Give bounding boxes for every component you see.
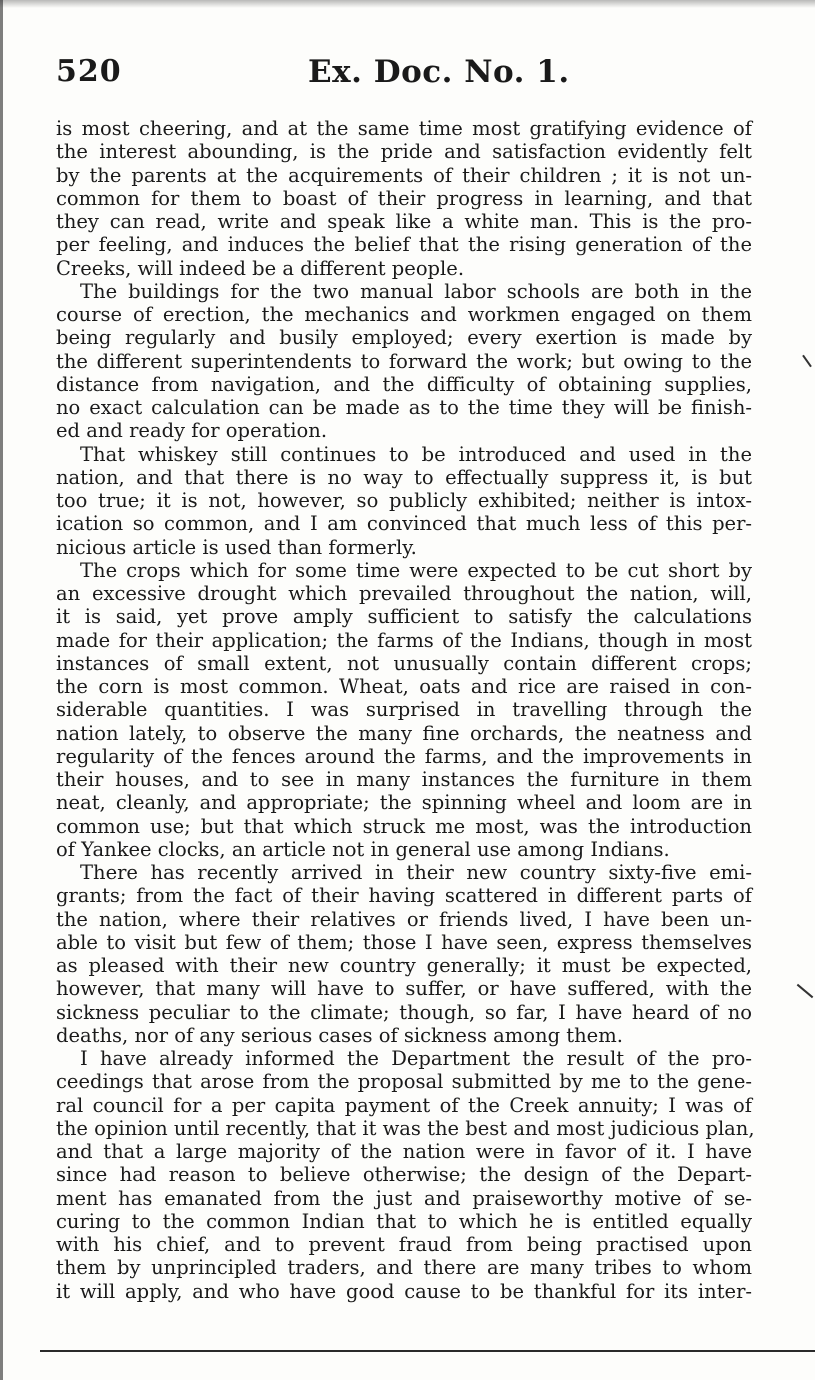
text-line: nation lately, to observe the many fine orchards, the neatness and	[56, 721, 752, 745]
text-line: The crops which for some time were expected to be cut short by	[80, 558, 752, 582]
text-line: ceedings that arose from the proposal submitted by me to the gene-	[56, 1070, 752, 1094]
text-line: common use; but that which struck me most, was the introduction	[56, 814, 752, 838]
text-line: made for their application; the farms of the Indians, though in most	[56, 628, 752, 652]
page-left-edge	[0, 0, 3, 1380]
page-number: 520	[56, 54, 122, 89]
text-line: That whiskey still continues to be introduced and used in the	[80, 442, 752, 466]
text-line: distance from navigation, and the difficulty of obtaining supplies,	[56, 372, 752, 396]
text-line: course of erection, the mechanics and workmen engaged on them	[56, 303, 752, 326]
text-line: I have already informed the Department the result of the pro-	[80, 1047, 752, 1070]
body-text	[56, 117, 755, 1303]
page-top-edge	[0, 0, 815, 8]
text-line: the different superintendents to forward the work; but owing to the	[56, 349, 752, 373]
margin-mark	[802, 355, 812, 368]
text-line: deaths, nor of any serious cases of sickness among them.	[56, 1023, 623, 1047]
text-line: it will apply, and who have good cause to be thankful for its inter-	[56, 1279, 752, 1303]
page-bottom-edge	[40, 1350, 815, 1352]
text-line: neat, cleanly, and appropriate; the spinning wheel and loom are in	[56, 791, 752, 815]
text-line: the corn is most common. Wheat, oats and rice are raised in con-	[56, 675, 752, 698]
text-line: too true; it is not, however, so publicly exhibited; neither is intox-	[56, 489, 752, 512]
text-line: being regularly and busily employed; every exertion is made by	[56, 326, 752, 350]
text-line: ral council for a per capita payment of the Creek annuity; I was of	[56, 1093, 752, 1117]
text-line: by the parents at the acquirements of their children ; it is not un-	[56, 163, 752, 187]
text-line: siderable quantities. I was surprised in travelling through the	[56, 698, 752, 722]
text-line: it is said, yet prove amply sufficient to satisfy the calculations	[56, 605, 752, 629]
text-line: instances of small extent, not unusually contain different crops;	[56, 651, 752, 675]
text-line: common for them to boast of their progress in learning, and that	[56, 186, 752, 210]
margin-mark	[797, 984, 814, 998]
text-line: their houses, and to see in many instances the furniture in them	[56, 768, 752, 791]
text-line: of Yankee clocks, an article not in general use among Indians.	[56, 837, 670, 861]
text-line: and that a large majority of the nation were in favor of it. I have	[56, 1140, 752, 1163]
text-line: with his chief, and to prevent fraud from being practised upon	[56, 1233, 752, 1256]
text-line: nicious article is used than formerly.	[56, 535, 417, 559]
text-line: the opinion until recently, that it was the best and most judicious plan,	[56, 1116, 755, 1140]
text-line: per feeling, and induces the belief that the rising generation of the	[56, 233, 752, 257]
text-line: The buildings for the two manual labor schools are both in the	[80, 279, 752, 303]
text-line: they can read, write and speak like a white man. This is the pro-	[56, 210, 752, 233]
text-line: as pleased with their new country generally; it must be expected,	[56, 954, 752, 977]
text-line: an excessive drought which prevailed throughout the nation, will,	[56, 582, 752, 605]
text-line: able to visit but few of them; those I have seen, express themselves	[56, 930, 752, 954]
text-line: regularity of the fences around the farms, and the improvements in	[56, 744, 752, 768]
text-line: Creeks, will indeed be a different people.	[56, 256, 465, 280]
page-header	[56, 52, 756, 98]
document-title: Ex. Doc. No. 1.	[308, 54, 570, 90]
text-line: sickness peculiar to the climate; though, so far, I have heard of no	[56, 1000, 752, 1024]
text-line: however, that many will have to suffer, or have suffered, with the	[56, 977, 752, 1001]
text-line: them by unprincipled traders, and there are many tribes to whom	[56, 1256, 752, 1280]
text-line: the nation, where their relatives or friends lived, I have been un-	[56, 907, 752, 931]
text-line: no exact calculation can be made as to the time they will be finish-	[56, 396, 752, 419]
text-line: There has recently arrived in their new country sixty-five emi-	[80, 861, 752, 884]
text-line: the interest abounding, is the pride and satisfaction evidently felt	[56, 140, 752, 164]
text-line: since had reason to believe otherwise; the design of the Depart-	[56, 1163, 752, 1187]
text-line: ment has emanated from the just and praiseworthy motive of se-	[56, 1186, 752, 1210]
text-line: nation, and that there is no way to effectually suppress it, is but	[56, 465, 752, 489]
text-line: ication so common, and I am convinced that much less of this per-	[56, 512, 752, 536]
text-line: ed and ready for operation.	[56, 419, 328, 443]
text-line: is most cheering, and at the same time most gratifying evidence of	[56, 117, 752, 140]
text-line: curing to the common Indian that to which he is entitled equally	[56, 1209, 752, 1233]
text-line: grants; from the fact of their having scattered in different parts of	[56, 884, 752, 908]
